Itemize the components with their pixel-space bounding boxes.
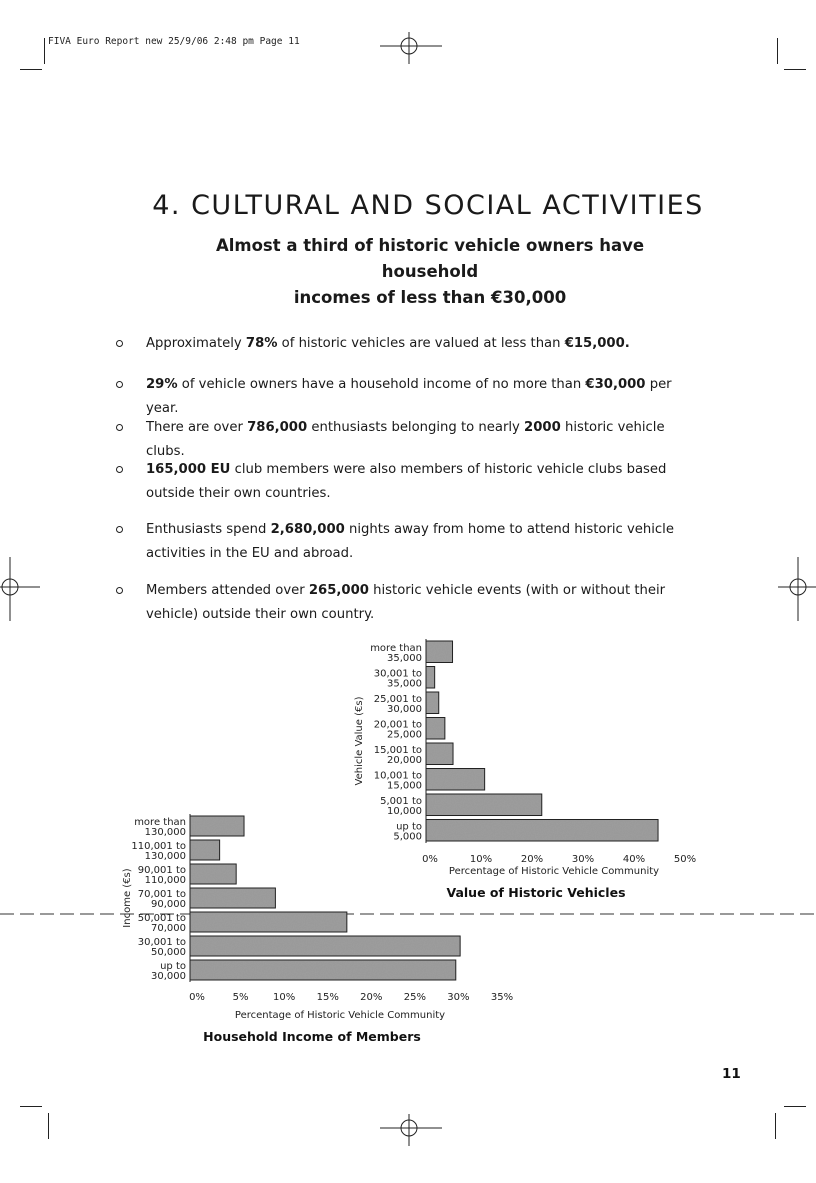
chart-x-tick-label: 50% (673, 854, 697, 865)
chart-x-tick-label: 5% (232, 992, 249, 1003)
bullet-text: 29% of vehicle owners have a household income of no more than €30,000 per year. (146, 377, 672, 416)
chart-bar-texture (427, 770, 484, 790)
chart-category-label: up to (396, 821, 422, 833)
chart-x-tick-label: 0% (422, 854, 438, 865)
chart-category-label: 5,001 to (380, 795, 422, 807)
chart-category-label: more than (134, 817, 186, 828)
chart-x-tick-label: 35% (490, 992, 514, 1003)
chart-category-label: 20,000 (387, 754, 422, 766)
chart-category-label: 25,000 (387, 729, 422, 741)
chart-x-axis-label: Percentage of Historic Vehicle Community (234, 1010, 446, 1021)
chart-bar-texture (427, 795, 541, 815)
chart-category-label: 90,001 to (137, 865, 186, 876)
chart-bar-texture (191, 961, 455, 979)
chart-x-tick-label: 20% (520, 854, 544, 865)
chart-bar-texture (427, 744, 452, 764)
chart-category-label: 25,001 to (373, 693, 422, 705)
chart-category-label: 70,000 (151, 923, 186, 934)
print-slug: FIVA Euro Report new 25/9/06 2:48 pm Page 11 (48, 36, 300, 47)
bullet-text: Approximately 78% of historic vehicles are valued at less than €15,000. (146, 336, 630, 351)
chart-bar-texture (191, 841, 219, 859)
chart-category-label: 10,000 (387, 805, 422, 817)
subtitle-line: Almost a third of historic vehicle owners have household (215, 236, 645, 281)
chart-x-tick-label: 30% (447, 992, 470, 1003)
chart-category-label: 10,001 to (373, 770, 422, 782)
chart-category-label: 30,000 (387, 703, 422, 715)
chart-category-label: up to (160, 961, 186, 972)
chart-category-label: 50,000 (151, 947, 186, 958)
chart-x-tick-label: 10% (273, 992, 296, 1003)
chart-bar-texture (191, 865, 235, 883)
chart-y-axis-label: Vehicle Value (€s) (354, 696, 365, 786)
chart-category-label: 70,001 to (137, 889, 186, 900)
chart-bar-texture (427, 821, 657, 841)
subtitle-line: incomes of less than €30,000 (293, 288, 567, 307)
chart-y-axis-label: Income (€s) (122, 868, 133, 928)
chart-bar-texture (191, 889, 274, 907)
chart-title: Household Income of Members (203, 1029, 421, 1044)
chart-x-tick-label: 20% (360, 992, 383, 1003)
chart-category-label: 110,000 (144, 875, 186, 886)
chart-x-tick-label: 15% (316, 992, 339, 1003)
section-title: 4. CULTURAL AND SOCIAL ACTIVITIES (152, 190, 704, 221)
chart-bar-texture (191, 913, 346, 931)
bullet-text: There are over 786,000 enthusiasts belonging to nearly 2000 historic vehicle clubs. (146, 420, 665, 459)
chart-x-tick-label: 10% (469, 854, 493, 865)
chart-category-label: more than (370, 642, 422, 654)
chart-category-label: 130,000 (144, 851, 186, 862)
chart-x-tick-label: 0% (189, 992, 205, 1003)
chart-x-tick-label: 40% (622, 854, 646, 865)
bullet-text: Enthusiasts spend 2,680,000 nights away from home to attend historic vehicle activities in the EU and abroad. (146, 522, 674, 561)
chart-bar-texture (427, 668, 434, 688)
chart-category-label: 35,000 (387, 678, 422, 690)
chart-category-label: 30,001 to (137, 937, 186, 948)
chart-category-label: 35,000 (387, 652, 422, 664)
chart-bar-texture (427, 693, 438, 713)
chart-category-label: 20,001 to (373, 719, 422, 731)
chart-category-label: 50,001 to (137, 913, 186, 924)
chart-bar-texture (427, 642, 452, 662)
chart-x-axis-label: Percentage of Historic Vehicle Community (448, 866, 660, 877)
chart-x-tick-label: 30% (571, 854, 595, 865)
chart-x-tick-label: 25% (403, 992, 426, 1003)
chart-category-label: 15,001 to (373, 744, 422, 756)
chart-category-label: 30,001 to (373, 668, 422, 680)
chart-bar-texture (191, 817, 243, 835)
chart-category-label: 110,001 to (131, 841, 186, 852)
chart-category-label: 5,000 (393, 831, 422, 843)
chart-bar-texture (191, 937, 459, 955)
chart-category-label: 15,000 (387, 780, 422, 792)
chart-category-label: 130,000 (144, 827, 186, 838)
chart-category-label: 30,000 (151, 971, 186, 982)
bullet-text: 165,000 EU club members were also members of historic vehicle clubs based outside their own countries. (146, 462, 667, 501)
chart-category-label: 90,000 (151, 899, 186, 910)
page-number: 11 (722, 1066, 741, 1082)
bullet-text: Members attended over 265,000 historic vehicle events (with or without their vehicle) outside their own country. (146, 583, 666, 622)
chart-title: Value of Historic Vehicles (446, 885, 626, 900)
chart-bar-texture (427, 719, 444, 739)
